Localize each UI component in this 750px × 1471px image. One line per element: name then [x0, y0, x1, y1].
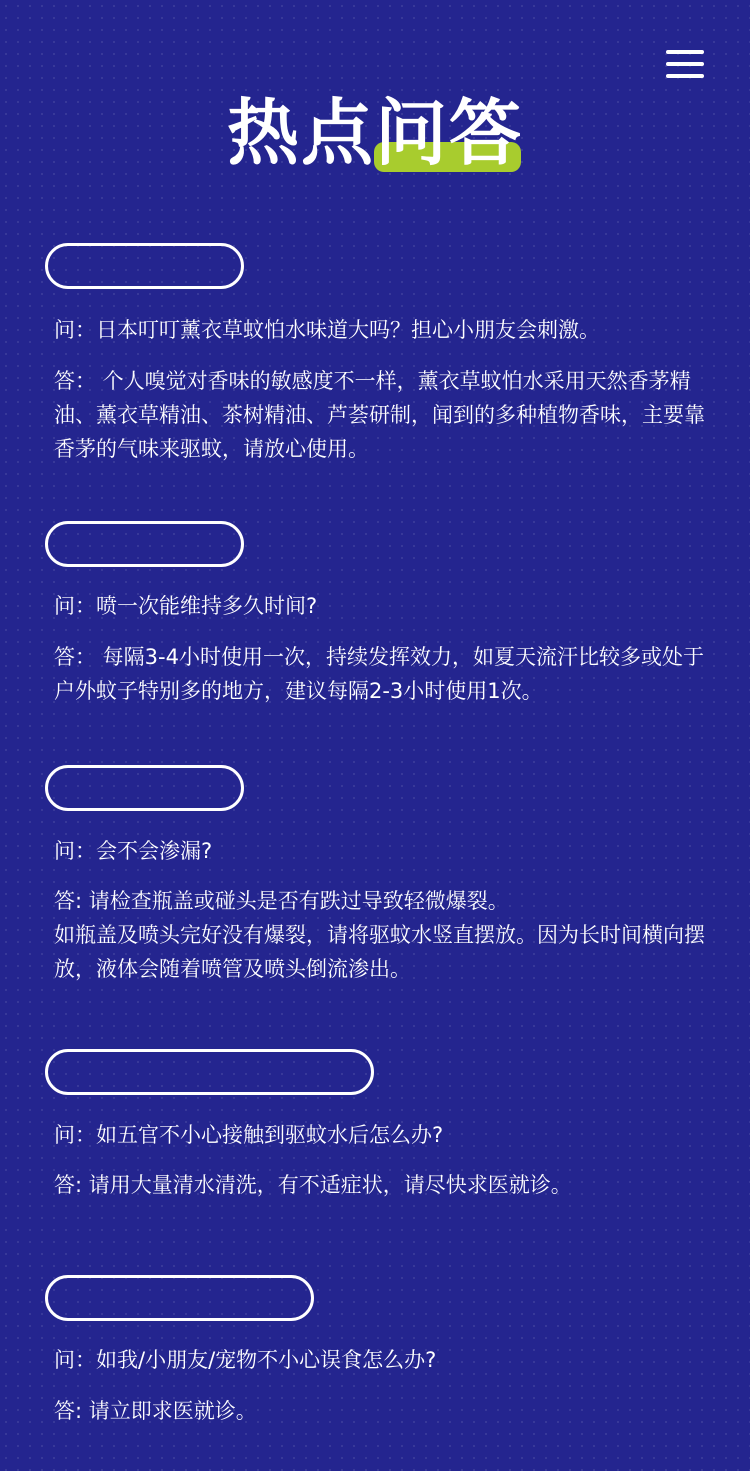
faq-answer: 答： 个人嗅觉对香味的敏感度不一样，薰衣草蚊怕水采用天然香茅精油、薰衣草精油、茶树精油、芦荟研制，闻到的多种植物香味，主要靠香茅的气味来驱蚊，请放心使用。: [54, 369, 705, 461]
menu-line: [666, 50, 704, 54]
faq-answer: 答: 请立即求医就诊。: [54, 1399, 257, 1423]
faq-label-pill: [45, 1049, 374, 1095]
page-title: 热点问答: [226, 91, 523, 175]
faq-label-pill: [45, 521, 244, 567]
page-header: [0, 90, 750, 180]
faq-question: 问：喷一次能维持多久时间?: [54, 594, 318, 618]
faq-label-pill: [45, 1275, 314, 1321]
faq-question: 问：日本叮叮薰衣草蚊怕水味道大吗？担心小朋友会刺激。: [54, 318, 600, 342]
faq-answer: 答: 请检查瓶盖或碰头是否有跌过导致轻微爆裂。 如瓶盖及喷头完好没有爆裂，请将驱蚊水竖直摆放。因为长时间横向摆放，液体会随着喷管及喷头倒流渗出。: [54, 889, 705, 981]
menu-line: [666, 74, 704, 78]
faq-answer: 答: 请用大量清水清洗，有不适症状，请尽快求医就诊。: [54, 1173, 572, 1197]
faq-question: 问：会不会渗漏?: [54, 839, 213, 863]
faq-question: 问：如五官不小心接触到驱蚊水后怎么办?: [54, 1123, 444, 1147]
menu-line: [666, 62, 704, 66]
faq-answer: 答： 每隔3-4小时使用一次，持续发挥效力，如夏天流汗比较多或处于户外蚊子特别多的地方，建议每隔2-3小时使用1次。: [54, 645, 704, 703]
faq-question: 问：如我/小朋友/宠物不小心误食怎么办?: [54, 1348, 437, 1372]
faq-label-pill: [45, 243, 244, 289]
faq-label-pill: [45, 765, 244, 811]
hamburger-menu-icon[interactable]: [666, 48, 704, 80]
